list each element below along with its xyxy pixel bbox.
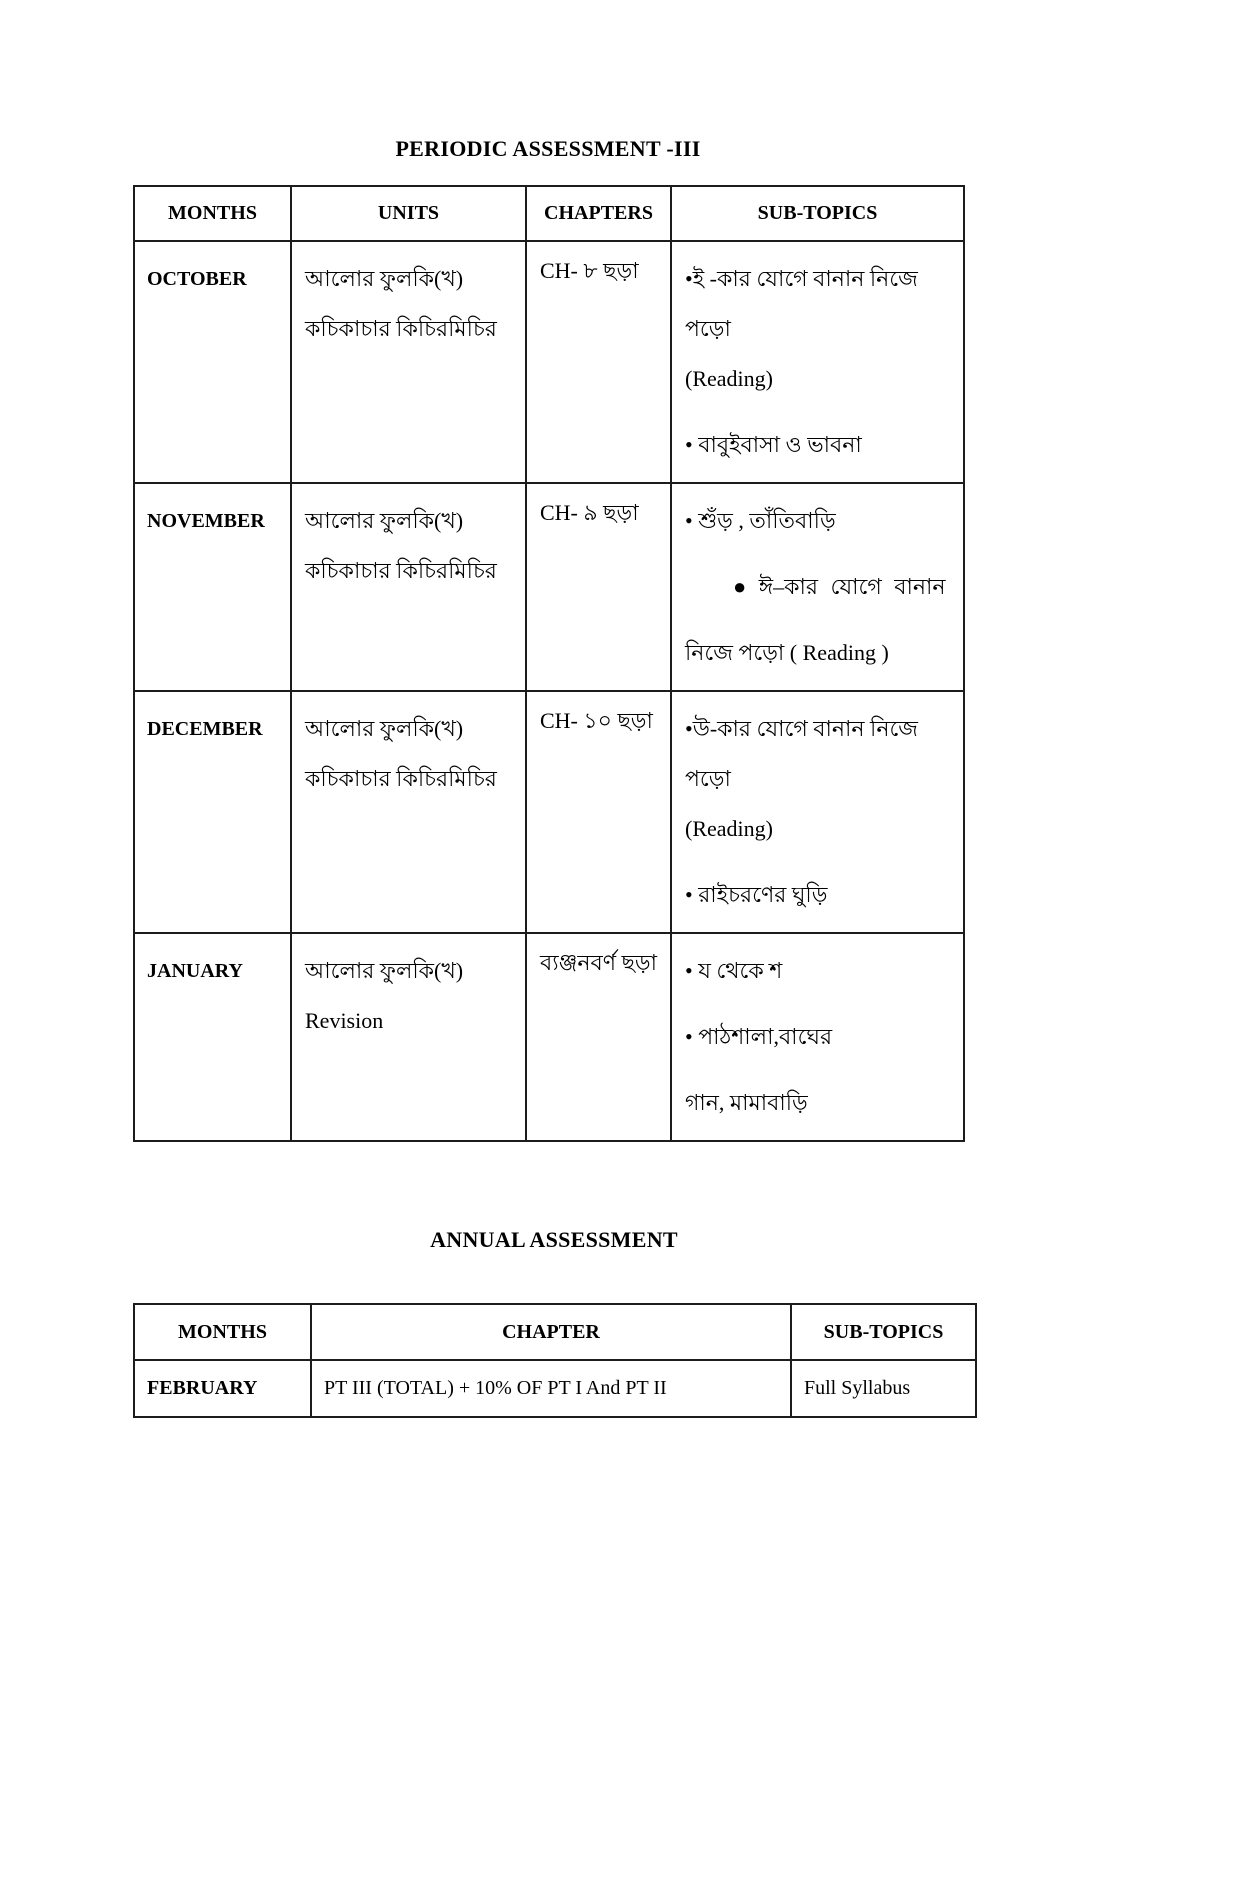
annual-table-header (134, 1304, 976, 1360)
annual-assessment-title: ANNUAL ASSESSMENT (430, 1227, 678, 1252)
subtopic-line: • শুঁড় , তাঁতিবাড়ি (685, 508, 836, 533)
month-label: FEBRUARY (147, 1377, 258, 1399)
subtopic-line: • বাবুইবাসা ও ভাবনা (685, 432, 862, 457)
month-cell (134, 691, 291, 933)
unit-line: কচিকাচার কিচিরমিচির (305, 558, 497, 583)
header-subtopics: SUB-TOPICS (791, 1304, 976, 1360)
subtopic-line: • রাইচরণের ঘুড়ি (685, 882, 828, 907)
unit-line: আলোর ফুলকি(খ) (305, 508, 464, 533)
header-chapter: CHAPTER (311, 1304, 791, 1360)
chapter-label: CH- ৯ ছড়া (540, 500, 639, 525)
unit-line: কচিকাচার কিচিরমিচির (305, 766, 497, 791)
table-row-november (134, 483, 964, 691)
header-units: UNITS (291, 186, 526, 241)
chapter-label: PT III (TOTAL) + 10% OF PT I And PT II (324, 1377, 667, 1399)
unit-line: আলোর ফুলকি(খ) (305, 266, 464, 291)
subtopics-cell (791, 1360, 976, 1417)
header-chapters: CHAPTERS (526, 186, 671, 241)
subtopic-line: গান, মামাবাড়ি (685, 1090, 808, 1115)
subtopic-line: •ই -কার যোগে বানান নিজে পড়ো (685, 266, 918, 341)
subtopic-line: (Reading) (685, 366, 773, 391)
subtopics-cell (671, 691, 964, 933)
chapter-label: ব্যঞ্জনবর্ণ ছড়া (540, 950, 658, 975)
periodic-table-header (134, 186, 964, 241)
subtopic-line: •উ-কার যোগে বানান নিজে পড়ো (685, 716, 918, 791)
subtopic-line: • পাঠশালা,বাঘের (685, 1024, 833, 1049)
month-cell (134, 1360, 311, 1417)
month-label: OCTOBER (147, 268, 247, 290)
subtopic-line: ● ঈ–কার যোগে বানান (733, 574, 946, 599)
table-row-february (134, 1360, 976, 1417)
chapter-cell (526, 691, 671, 933)
header-months: MONTHS (134, 186, 291, 241)
month-label: NOVEMBER (147, 510, 265, 532)
units-cell (291, 483, 526, 691)
header-row (134, 1304, 976, 1360)
subtopics-cell (671, 483, 964, 691)
subtopic-line: নিজে পড়ো ( Reading ) (685, 640, 889, 665)
month-label: JANUARY (147, 960, 243, 982)
table-row-october (134, 241, 964, 483)
chapter-cell (311, 1360, 791, 1417)
units-cell (291, 691, 526, 933)
header-months: MONTHS (134, 1304, 311, 1360)
unit-line: কচিকাচার কিচিরমিচির (305, 316, 497, 341)
unit-line: আলোর ফুলকি(খ) (305, 958, 464, 983)
month-cell (134, 241, 291, 483)
table-row-december (134, 691, 964, 933)
header-subtopics: SUB-TOPICS (671, 186, 964, 241)
annual-assessment-table (133, 1303, 977, 1418)
subtopics-cell (671, 933, 964, 1141)
table-row-january (134, 933, 964, 1141)
subtopic-line: • য থেকে শ (685, 958, 783, 983)
month-cell (134, 483, 291, 691)
subtopic-line: (Reading) (685, 816, 773, 841)
subtopics-label: Full Syllabus (804, 1377, 911, 1399)
month-cell (134, 933, 291, 1141)
month-label: DECEMBER (147, 718, 263, 740)
periodic-assessment-title: PERIODIC ASSESSMENT -III (395, 136, 701, 161)
unit-line: আলোর ফুলকি(খ) (305, 716, 464, 741)
chapter-cell (526, 241, 671, 483)
chapter-cell (526, 933, 671, 1141)
units-cell (291, 241, 526, 483)
header-row (134, 186, 964, 241)
subtopics-cell (671, 241, 964, 483)
chapter-label: CH- ১০ ছড়া (540, 708, 653, 733)
units-cell (291, 933, 526, 1141)
chapter-label: CH- ৮ ছড়া (540, 258, 639, 283)
periodic-assessment-table (133, 185, 965, 1142)
unit-line: Revision (305, 1008, 384, 1033)
chapter-cell (526, 483, 671, 691)
